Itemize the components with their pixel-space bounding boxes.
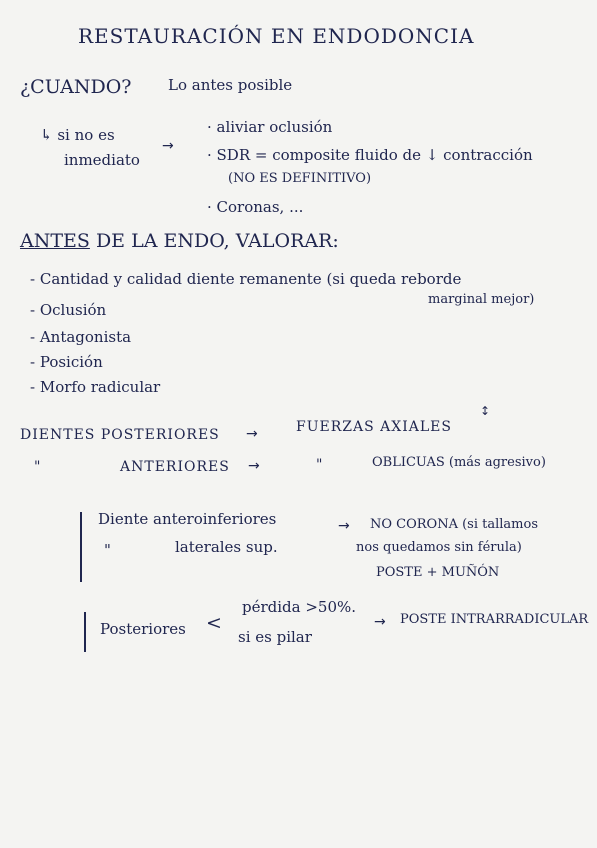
right-arrow-icon: → (248, 458, 260, 474)
condition-line-2: inmediato (64, 151, 140, 169)
cuando-heading: ¿CUANDO? (20, 76, 132, 98)
right-arrow-icon: → (338, 518, 350, 534)
cuando-item-2: · SDR = composite fluido de ↓ contracción (207, 146, 533, 164)
bracket-line (80, 512, 82, 582)
page-title: RESTAURACIÓN EN ENDODONCIA (78, 24, 475, 48)
dientes-row1-left: DIENTES POSTERIORES (20, 427, 220, 443)
block1-line2: laterales sup. (175, 538, 278, 556)
cuando-item-1: · aliviar oclusión (207, 118, 333, 136)
cuando-answer: Lo antes posible (168, 76, 293, 94)
brace-icon: < (206, 612, 222, 634)
cuando-item-4: · Coronas, ... (207, 198, 304, 216)
antes-heading-prefix: ANTES (20, 230, 90, 252)
cuando-item-3: (NO ES DEFINITIVO) (228, 171, 372, 186)
block2-option-1: pérdida >50%. (242, 598, 357, 616)
antes-heading-rest: DE LA ENDO, VALORAR: (95, 230, 339, 252)
block2-option-2: si es pilar (238, 628, 312, 646)
block2-label: Posteriores (100, 620, 186, 638)
block1-ditto: " (104, 541, 111, 559)
block1-result-1: NO CORONA (si tallamos (370, 517, 539, 532)
antes-item-1-cont: marginal mejor) (428, 292, 535, 307)
antes-item-2: - Oclusión (30, 301, 107, 319)
dientes-row2-right: OBLICUAS (más agresivo) (372, 455, 546, 470)
antes-item-1: - Cantidad y calidad diente remanente (si queda reborde (30, 270, 462, 288)
dientes-row2-left: ANTERIORES (120, 459, 230, 475)
arrow-icon: ↳ (40, 126, 53, 144)
antes-item-4: - Posición (30, 353, 103, 371)
block2-result: POSTE INTRARRADICULAR (400, 612, 589, 627)
block1-result-2: nos quedamos sin férula) (356, 540, 522, 555)
bracket-line (84, 612, 86, 652)
condition-text-1: si no es (57, 126, 115, 144)
right-arrow-icon: → (162, 138, 174, 154)
right-arrow-icon: → (246, 426, 258, 442)
condition-line-1 (40, 128, 115, 143)
antes-heading (20, 232, 339, 251)
antes-item-3: - Antagonista (30, 328, 132, 346)
dientes-row2-mid: " (316, 457, 324, 473)
up-down-arrow-icon: ↕ (480, 404, 491, 418)
right-arrow-icon: → (374, 614, 386, 630)
block1-line1: Diente anteroinferiores (98, 510, 277, 528)
block1-result-3: POSTE + MUÑÓN (376, 565, 500, 580)
antes-item-5: - Morfo radicular (30, 378, 161, 396)
dientes-row2-ditto: " (34, 459, 42, 475)
dientes-row1-right: FUERZAS AXIALES (296, 419, 452, 435)
